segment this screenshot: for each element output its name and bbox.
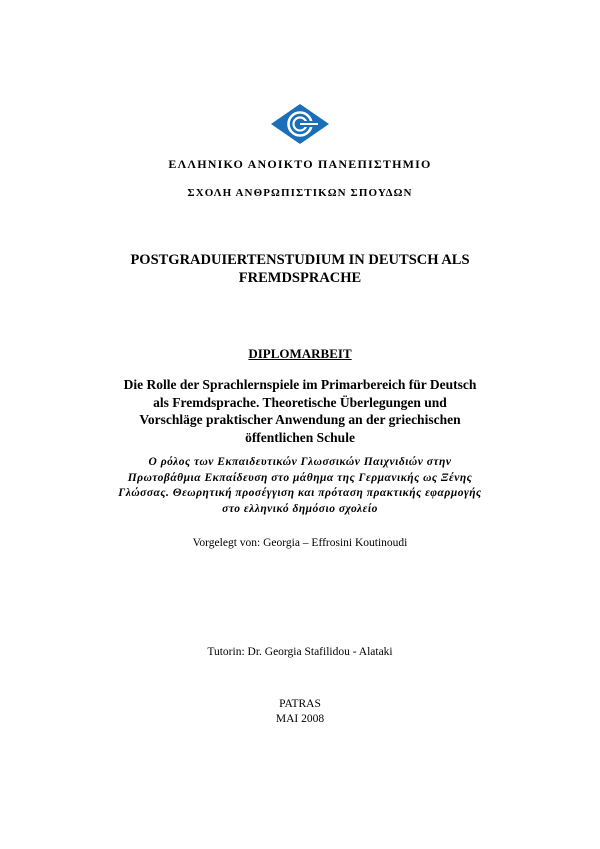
university-name: ΕΛΛΗΝΙΚΟ ΑΝΟΙΚΤΟ ΠΑΝΕΠΙΣΤΗΜΙΟ bbox=[168, 157, 432, 171]
university-logo-icon bbox=[270, 103, 330, 145]
place-date bbox=[0, 697, 600, 727]
tutor-line: Tutorin: Dr. Georgia Stafilidou - Alataki bbox=[207, 646, 393, 658]
german-title-line: Vorschläge praktischer Anwendung an der griechischen bbox=[139, 412, 461, 427]
greek-title-line: στο ελληνικό δημόσιο σχολείο bbox=[222, 502, 378, 515]
program-title-line: POSTGRADUIERTENSTUDIUM IN DEUTSCH ALS bbox=[130, 252, 470, 268]
greek-title-line: Ο ρόλος των Εκπαιδευτικών Γλωσσικών Παιχνιδιών στην bbox=[148, 456, 452, 468]
german-title bbox=[0, 376, 600, 446]
program-title bbox=[0, 251, 600, 287]
program-title-line: FREMDSPRACHE bbox=[238, 270, 362, 286]
place: PATRAS bbox=[279, 698, 321, 710]
german-title-line: öffentlichen Schule bbox=[245, 429, 355, 445]
german-title-line: als Fremdsprache. Theoretische Überlegungen und bbox=[153, 394, 447, 410]
german-title-line: Die Rolle der Sprachlernspiele im Primarbereich für Deutsch bbox=[123, 377, 477, 392]
greek-title bbox=[0, 455, 600, 517]
school-name: ΣΧΟΛΗ ΑΝΘΡΩΠΙΣΤΙΚΩΝ ΣΠΟΥΔΩΝ bbox=[187, 187, 413, 199]
author-line: Vorgelegt von: Georgia – Effrosini Koutinoudi bbox=[192, 537, 408, 549]
greek-title-line: Γλώσσας. Θεωρητική προσέγγιση και πρόταση πρακτικής εφαρμογής bbox=[118, 487, 482, 500]
date: MAI 2008 bbox=[275, 713, 325, 725]
document-type: DIPLOMARBEIT bbox=[248, 346, 352, 361]
greek-title-line: Πρωτοβάθμια Εκπαίδευση στο μάθημα της Γερμανικής ως Ξένης bbox=[127, 471, 473, 484]
